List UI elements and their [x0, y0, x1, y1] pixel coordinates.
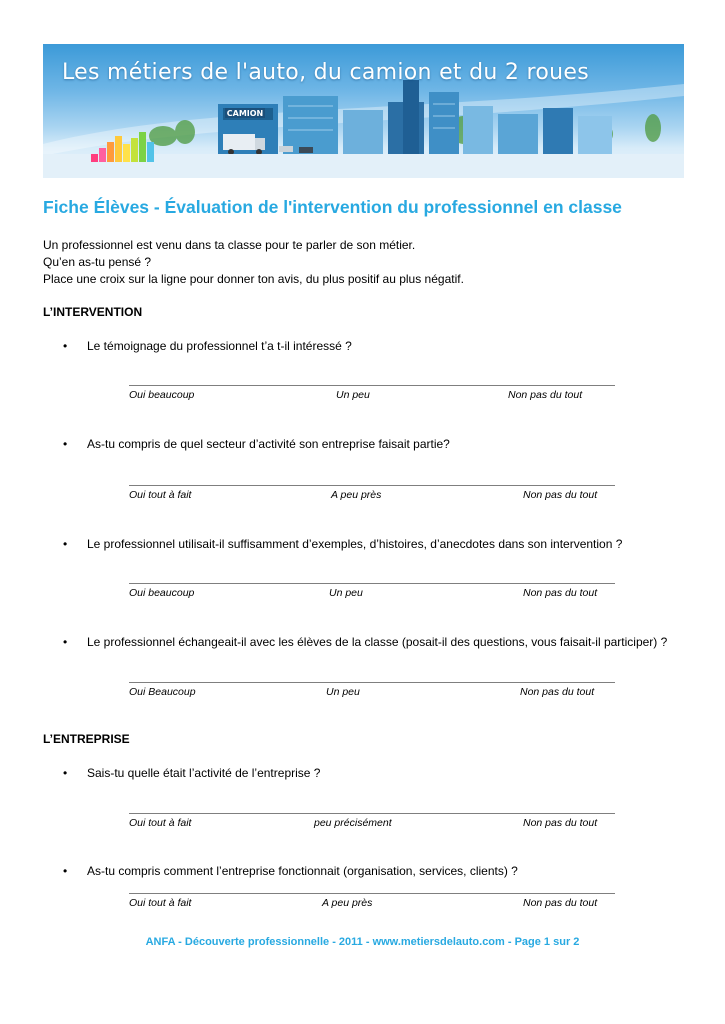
scale-label-right: Non pas du tout [523, 489, 598, 501]
bullet-icon: • [63, 635, 68, 649]
question-item [63, 864, 518, 878]
intro-line: Qu’en as-tu pensé ? [43, 255, 152, 269]
scale-label-left: Oui beaucoup [129, 389, 195, 401]
question-item [63, 635, 667, 649]
question-item [63, 437, 450, 451]
scale-label-left: Oui Beaucoup [129, 686, 196, 698]
scale-label-left: Oui tout à fait [129, 897, 192, 909]
question-item [63, 339, 352, 353]
scale-label-middle: A peu près [322, 897, 373, 909]
intro-text [43, 237, 464, 288]
scale-label-right: Non pas du tout [523, 817, 598, 829]
rating-scale-line[interactable] [129, 813, 615, 830]
rating-scale-line[interactable] [129, 682, 615, 699]
bullet-icon: • [63, 766, 68, 780]
scale-label-right: Non pas du tout [523, 587, 598, 599]
scale-label-left: Oui tout à fait [129, 817, 192, 829]
scale-label-left: Oui tout à fait [129, 489, 192, 501]
scale-label-right: Non pas du tout [520, 686, 595, 698]
header-banner [43, 44, 684, 178]
question-text: Le professionnel utilisait-il suffisamment d’exemples, d’histoires, d’anecdotes dans son intervention ? [87, 537, 623, 551]
scale-label-middle: Un peu [336, 389, 370, 401]
scale-label-left: Oui beaucoup [129, 587, 195, 599]
intro-line: Place une croix sur la ligne pour donner ton avis, du plus positif au plus négatif. [43, 272, 464, 286]
bullet-icon: • [63, 864, 68, 878]
banner-sign-text: CAMION [226, 109, 264, 118]
scale-label-middle: Un peu [329, 587, 363, 599]
scale-label-right: Non pas du tout [508, 389, 583, 401]
question-item [63, 766, 320, 780]
question-text: Sais-tu quelle était l’activité de l’entreprise ? [87, 766, 321, 780]
scale-label-middle: Un peu [326, 686, 360, 698]
bullet-icon: • [63, 537, 68, 551]
page-footer: ANFA - Découverte professionnelle - 2011 - www.metiersdelauto.com - Page 1 sur 2 [145, 936, 580, 948]
bullet-icon: • [63, 339, 68, 353]
question-text: Le professionnel échangeait-il avec les élèves de la classe (posait-il des questions, vous faisait-il participer) ? [87, 635, 668, 649]
bullet-icon: • [63, 437, 68, 451]
question-text: As-tu compris comment l’entreprise fonctionnait (organisation, services, clients) ? [87, 864, 518, 878]
rating-scale-line[interactable] [129, 485, 615, 502]
rating-scale-line[interactable] [129, 385, 615, 402]
scale-label-middle: peu précisément [314, 817, 392, 829]
scale-label-middle: A peu près [331, 489, 382, 501]
intro-line: Un professionnel est venu dans ta classe pour te parler de son métier. [43, 238, 416, 252]
section-heading-entreprise: L’ENTREPRISE [43, 732, 130, 746]
question-text: As-tu compris de quel secteur d’activité son entreprise faisait partie? [87, 437, 450, 451]
banner-title: Les métiers de l'auto, du camion et du 2 roues [62, 60, 589, 85]
rating-scale-line[interactable] [129, 583, 615, 600]
section-heading-intervention: L’INTERVENTION [43, 305, 143, 319]
rating-scale-line[interactable] [129, 893, 615, 910]
scale-label-right: Non pas du tout [523, 897, 598, 909]
page-title: Fiche Élèves - Évaluation de l'intervention du professionnel en classe [43, 197, 622, 217]
question-item [63, 537, 622, 551]
question-text: Le témoignage du professionnel t’a t-il intéressé ? [87, 339, 352, 353]
